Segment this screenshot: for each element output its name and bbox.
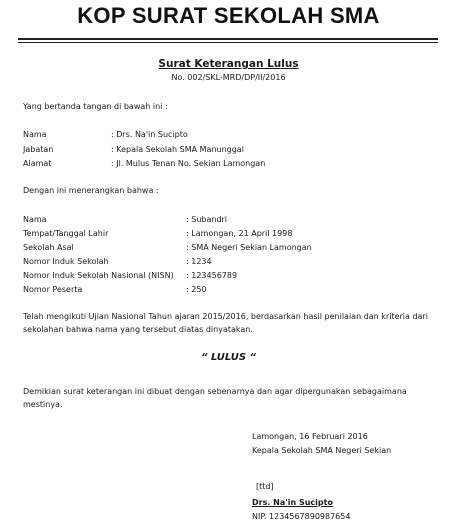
- closing-paragraph: Demikian surat keterangan ini dibuat dengan sebenarnya dan agar dipergunakan sebagaimana mestinya.: [23, 387, 407, 409]
- letterhead-rule-thin: [18, 42, 438, 43]
- student-label-name: Nama: [23, 215, 47, 224]
- student-value-nisn: : 123456789: [186, 271, 238, 280]
- signature-name: Drs. Na'in Sucipto: [252, 498, 333, 507]
- student-value-participant: : 250: [186, 285, 207, 294]
- student-label-nisn: Nomor Induk Sekolah Nasional (NISN): [23, 271, 174, 280]
- signatory-label-position: Jabatan: [23, 145, 54, 154]
- letter-number: No. 002/SKL-MRD/DP/II/2016: [171, 73, 286, 82]
- signatory-value-address: : Jl. Mulus Tenan No. Sekian Lamongan: [111, 159, 266, 168]
- letterhead-title: KOP SURAT SEKOLAH SMA: [77, 3, 380, 28]
- student-label-school: Sekolah Asal: [23, 243, 74, 252]
- body-paragraph: Telah mengikuti Ujian Nasional Tahun ajaran 2015/2016, berdasarkan hasil penilaian dan kriteria dari sekolahan bahwa nama yang tersebut diatas dinyatakan.: [23, 312, 428, 334]
- signature-nip: NIP. 1234567890987654: [252, 512, 351, 521]
- signatory-value-name: : Drs. Na'in Sucipto: [111, 130, 188, 139]
- student-value-birth: : Lamongan, 21 April 1998: [186, 229, 293, 238]
- student-label-participant: Nomor Peserta: [23, 285, 83, 294]
- result-lulus: “ LULUS “: [201, 352, 256, 363]
- student-value-nis: : 1234: [186, 257, 212, 266]
- student-label-nis: Nomor Induk Sekolah: [23, 257, 109, 266]
- signature-mark: [ttd]: [256, 482, 274, 491]
- opening-line: Yang bertanda tangan di bawah ini :: [23, 102, 168, 111]
- letter-title: Surat Keterangan Lulus: [158, 58, 299, 70]
- signatory-value-position: : Kepala Sekolah SMA Manunggal: [111, 145, 244, 154]
- signature-position: Kepala Sekolah SMA Negeri Sekian: [252, 446, 392, 455]
- student-value-name: : Subandri: [186, 215, 228, 224]
- student-label-birth: Tempat/Tanggal Lahir: [23, 229, 109, 238]
- declaration-line: Dengan ini menerangkan bahwa :: [23, 186, 159, 195]
- signatory-label-name: Nama: [23, 130, 47, 139]
- signatory-label-address: Alamat: [23, 159, 52, 168]
- letterhead-rule-thick: [18, 38, 438, 40]
- signature-place-date: Lamongan, 16 Februari 2016: [252, 432, 368, 441]
- student-value-school: : SMA Negeri Sekian Lamongan: [186, 243, 312, 252]
